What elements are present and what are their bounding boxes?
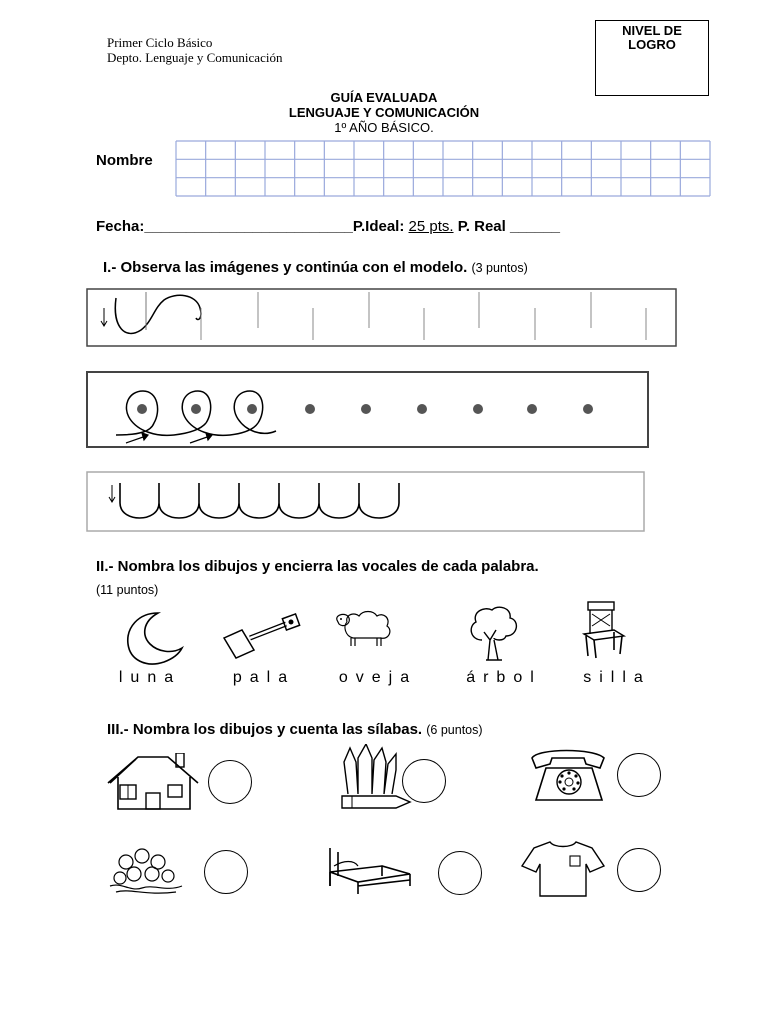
word-arbol: árbol [466, 669, 542, 686]
title-line3: 1º AÑO BÁSICO. [334, 120, 434, 135]
moon-icon [124, 610, 188, 668]
section1-title-text: I.- Observa las imágenes y continúa con el modelo. [103, 259, 468, 276]
tshirt-icon [520, 838, 608, 900]
date-score-line [96, 218, 560, 235]
chair-icon [580, 600, 630, 660]
syllable-circle[interactable] [617, 753, 661, 797]
school-line1: Primer Ciclo Básico [107, 35, 213, 50]
name-writing-grid[interactable] [175, 140, 711, 198]
syllable-circle[interactable] [204, 850, 248, 894]
bed-icon [324, 846, 416, 898]
section1-title [103, 259, 528, 276]
syllable-circle[interactable] [617, 848, 661, 892]
syllable-circle[interactable] [438, 851, 482, 895]
level-box-label: NIVEL DE LOGRO [622, 23, 682, 52]
flowers-icon [106, 846, 186, 898]
tracing-box-loops[interactable] [86, 371, 650, 449]
syllable-circle[interactable] [208, 760, 252, 804]
ideal-label: P.Ideal: [352, 218, 405, 235]
ideal-value: 25 pts. [408, 218, 454, 235]
house-icon [106, 753, 204, 813]
title-line2: LENGUAJE Y COMUNICACIÓN [288, 105, 480, 120]
title-line1: GUÍA EVALUADA [330, 90, 438, 105]
word-silla: silla [583, 669, 651, 686]
section3-title-text: III.- Nombra los dibujos y cuenta las sílabas. [107, 721, 423, 738]
tracing-box-waves[interactable] [86, 288, 678, 348]
shovel-icon [220, 610, 310, 660]
syllable-circle[interactable] [402, 759, 446, 803]
section1-points: (3 puntos) [471, 261, 528, 275]
date-label: Fecha:_________________________ [96, 218, 353, 235]
section2-points: (11 puntos) [96, 583, 159, 597]
word-oveja: oveja [338, 669, 418, 686]
name-label: Nombre [96, 152, 153, 169]
word-luna: luna [118, 669, 182, 686]
real-label: P. Real ______ [457, 218, 561, 235]
school-header [107, 35, 282, 65]
section3-title [107, 721, 483, 738]
sheep-icon [333, 608, 395, 650]
tracing-box-arches[interactable] [86, 471, 646, 533]
section2-title: II.- Nombra los dibujos y encierra las vocales de cada palabra. [96, 558, 539, 575]
telephone-icon [528, 746, 612, 804]
section3-points: (6 puntos) [426, 723, 483, 737]
level-box [595, 20, 709, 96]
page-title [0, 90, 768, 135]
school-line2: Depto. Lenguaje y Comunicación [107, 50, 283, 65]
word-pala: pala [232, 669, 296, 686]
tree-icon [464, 604, 522, 662]
